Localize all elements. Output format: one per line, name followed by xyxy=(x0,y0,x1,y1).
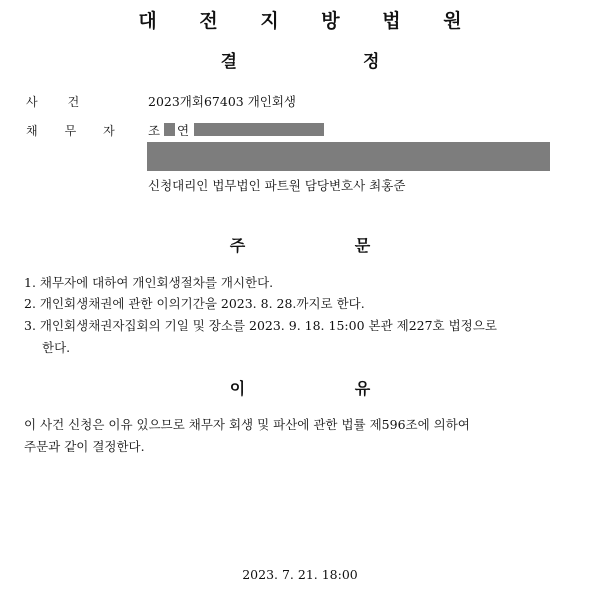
order-item-1: 1. 채무자에 대하여 개인회생절차를 개시한다. xyxy=(24,275,274,290)
redaction-address xyxy=(147,142,550,171)
case-value: 2023개회67403 개인회생 xyxy=(148,94,296,109)
reason-heading: 이 유 xyxy=(229,379,423,398)
debtor-agent: 신청대리인 법무법인 파트원 담당변호사 최홍준 xyxy=(148,178,406,193)
debtor-name-first: 조 xyxy=(148,123,161,138)
debtor-label: 채무자 xyxy=(26,124,142,138)
order-heading: 주 문 xyxy=(229,236,423,255)
order-item-2: 2. 개인회생채권에 관한 이의기간을 2023. 8. 28.까지로 한다. xyxy=(24,296,365,311)
debtor-name-last: 연 xyxy=(177,123,190,138)
order-item-3-continuation: 한다. xyxy=(42,340,71,355)
redaction-id-number xyxy=(194,123,324,136)
document-title: 결 정 xyxy=(220,52,440,72)
decision-date: 2023. 7. 21. 18:00 xyxy=(242,567,358,582)
redaction-name-middle xyxy=(164,123,175,136)
reason-line-2: 주문과 같이 결정한다. xyxy=(24,439,145,454)
order-item-3: 3. 개인회생채권자집회의 기일 및 장소를 2023. 9. 18. 15:00 본관 제227호 법정으로 xyxy=(24,318,497,333)
reason-line-1: 이 사건 신청은 이유 있으므로 채무자 회생 및 파산에 관한 법률 제596조에 의하여 xyxy=(24,417,470,432)
case-label: 사건 xyxy=(26,95,110,109)
court-name: 대 전 지 방 법 원 xyxy=(138,10,480,32)
